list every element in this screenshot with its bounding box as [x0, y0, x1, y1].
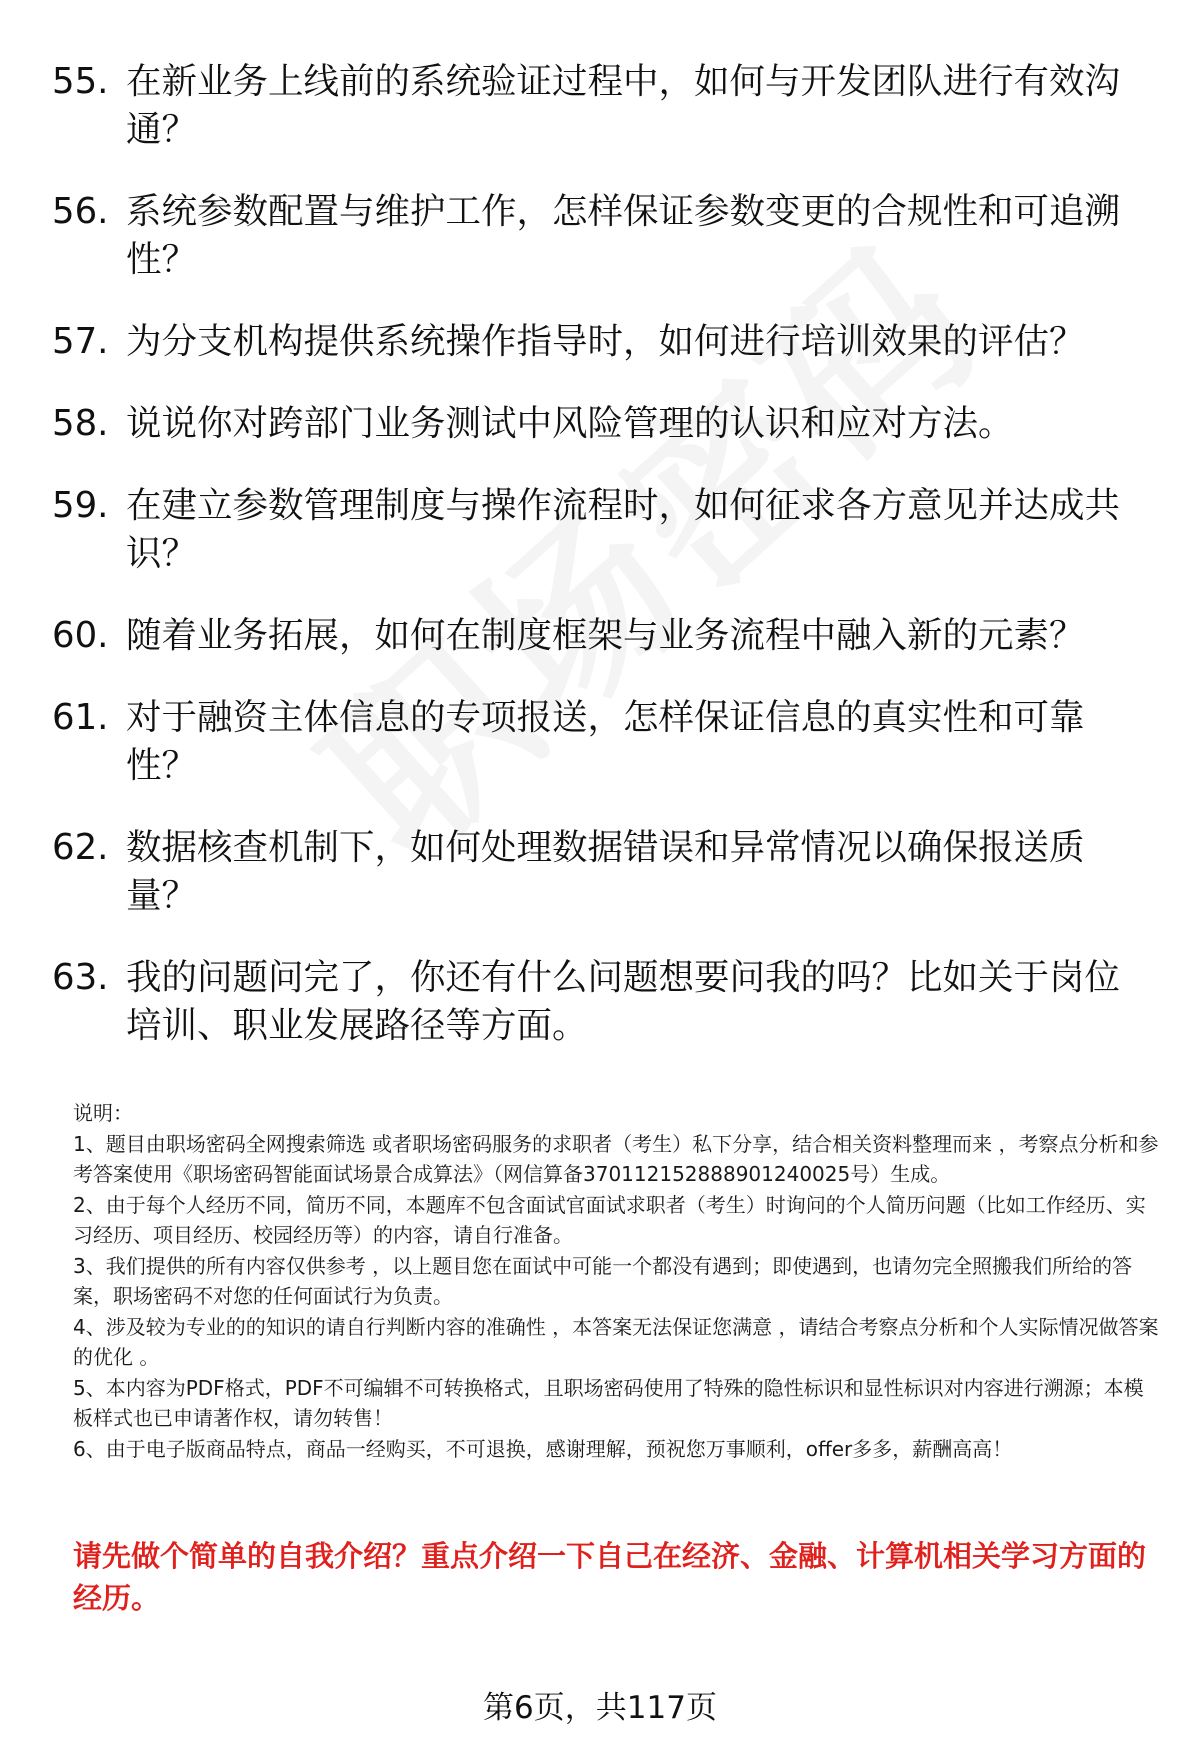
note-item: 6、由于电子版商品特点，商品一经购买，不可退换，感谢理解，预祝您万事顺利，offer多多，薪酬高高！ [73, 1436, 1013, 1461]
question-number: 56. [52, 191, 109, 232]
page-footer: 第6页，共117页 [483, 1690, 717, 1726]
question-text: 系统参数配置与维护工作，怎样保证参数变更的合规性和可追溯性？ [126, 191, 1121, 280]
note-item: 3、我们提供的所有内容仅供参考 ，以上题目您在面试中可能一个都没有遇到；即使遇到，也请勿完全照搬我们所给的答案，职场密码不对您的任何面试行为负责。 [73, 1253, 1133, 1308]
question-item [52, 482, 1142, 578]
note-item: 4、涉及较为专业的的知识的请自行判断内容的准确性 ，本答案无法保证您满意 ，请结合考察点分析和个人实际情况做答案的优化 。 [73, 1314, 1159, 1369]
question-text: 说说你对跨部门业务测试中风险管理的认识和应对方法。 [126, 403, 1014, 444]
note-item: 1、题目由职场密码全网搜索筛选 或者职场密码服务的求职者（考生）私下分享，结合相关资料整理而来 ，考察点分析和参考答案使用《职场密码智能面试场景合成算法》（网信算备370112152888901240025号）生成。 [73, 1131, 1159, 1186]
question-item [52, 694, 1142, 790]
question-text: 随着业务拓展，如何在制度框架与业务流程中融入新的元素？ [126, 615, 1085, 656]
question-text: 我的问题问完了，你还有什么问题想要问我的吗？比如关于岗位培训、职业发展路径等方面。 [126, 957, 1121, 1046]
question-number: 62. [52, 827, 109, 868]
notes-title: 说明： [73, 1101, 133, 1125]
question-number: 59. [52, 485, 109, 526]
question-number: 57. [52, 321, 109, 362]
question-item [52, 954, 1142, 1050]
question-number: 58. [52, 403, 109, 444]
question-item [52, 318, 1142, 366]
question-item [52, 400, 1142, 448]
question-item [52, 612, 1142, 660]
question-number: 63. [52, 957, 109, 998]
question-list [52, 58, 1142, 1084]
notes-section [73, 1098, 1163, 1464]
question-text: 数据核查机制下，如何处理数据错误和异常情况以确保报送质量？ [126, 827, 1085, 916]
question-number: 55. [52, 61, 109, 102]
question-text: 在新业务上线前的系统验证过程中，如何与开发团队进行有效沟通？ [126, 61, 1121, 150]
question-number: 61. [52, 697, 109, 738]
question-text: 对于融资主体信息的专项报送，怎样保证信息的真实性和可靠性？ [126, 697, 1085, 786]
question-item [52, 58, 1142, 154]
question-text: 为分支机构提供系统操作指导时，如何进行培训效果的评估？ [126, 321, 1085, 362]
question-item [52, 824, 1142, 920]
question-text: 在建立参数管理制度与操作流程时，如何征求各方意见并达成共识？ [126, 485, 1121, 574]
note-item: 2、由于每个人经历不同，简历不同，本题库不包含面试官面试求职者（考生）时询问的个人简历问题（比如工作经历、实习经历、项目经历、校园经历等）的内容，请自行准备。 [73, 1192, 1146, 1247]
note-item: 5、本内容为PDF格式，PDF不可编辑不可转换格式，且职场密码使用了特殊的隐性标识和显性标识对内容进行溯源；本模板样式也已申请著作权，请勿转售！ [73, 1375, 1144, 1430]
question-number: 60. [52, 615, 109, 656]
highlight-question: 请先做个简单的自我介绍？重点介绍一下自己在经济、金融、计算机相关学习方面的经历。 [73, 1539, 1147, 1615]
question-item [52, 188, 1142, 284]
